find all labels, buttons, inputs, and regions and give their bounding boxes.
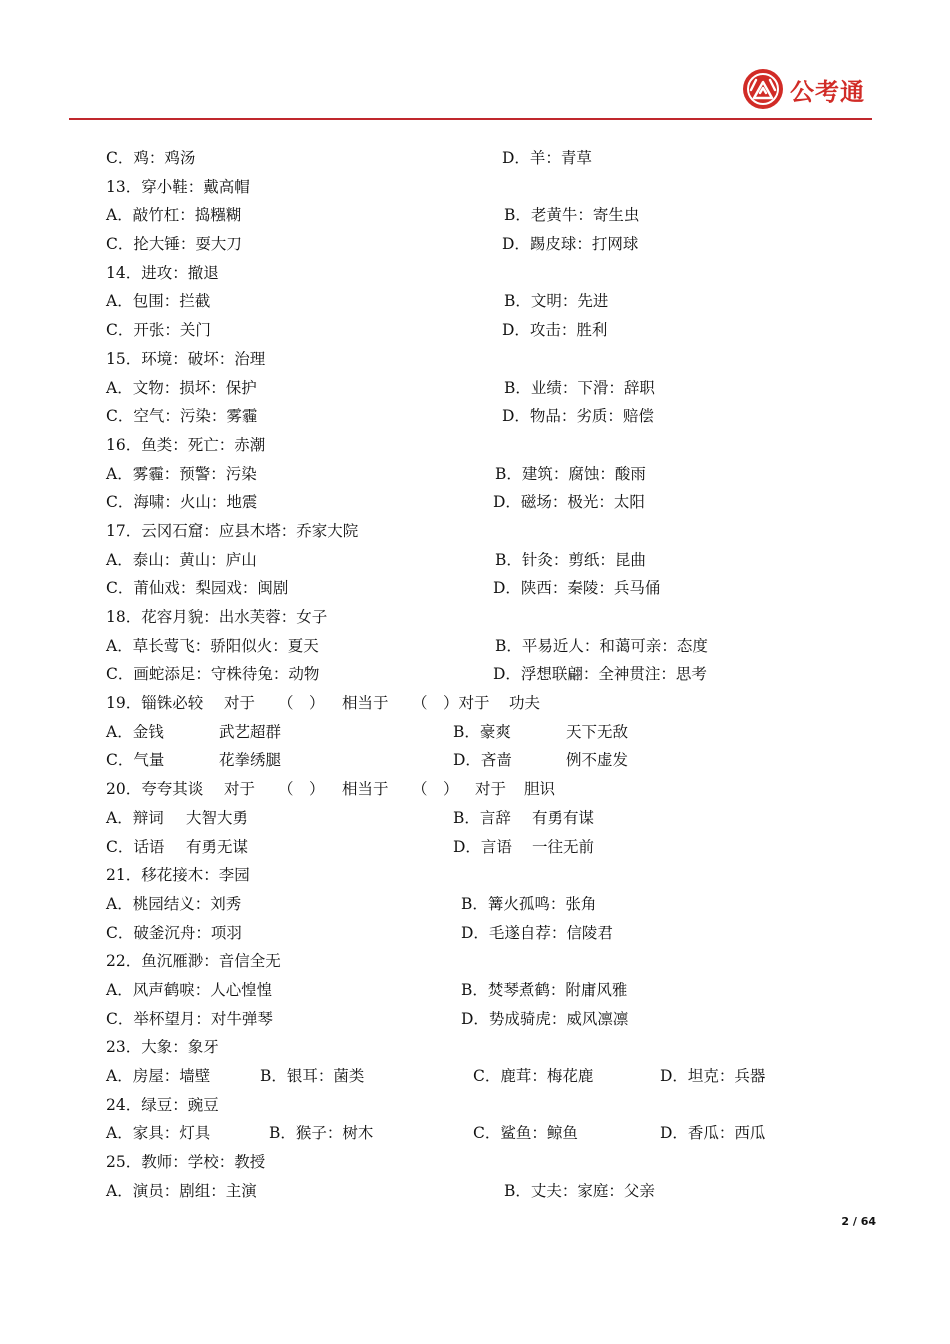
brand-logo [742,66,865,112]
option-row-25-ab [106,1177,826,1206]
question-24 [106,1091,826,1120]
question-22 [106,947,826,976]
question-25 [106,1148,826,1177]
option-row-21-ab-text-1: B．篝火孤鸣：张角 [461,894,597,913]
option-row-18-ab-text-1: B．平易近人：和蔼可亲：态度 [495,636,708,655]
option-row-15-cd-text-0: C．空气：污染：雾霾 [106,407,258,426]
page-number: 2 / 64 [841,1215,876,1228]
option-row-19-ab [106,718,826,747]
question-13-text-0: 13．穿小鞋：戴高帽 [106,177,250,196]
option-row-14-ab [106,287,826,316]
option-row-23-text-3: D．坦克：兵器 [660,1067,766,1085]
question-16-text-0: 16．鱼类：死亡：赤潮 [106,435,266,454]
option-row-20-ab-text-0: A．辩词 [106,808,164,827]
option-row-16-ab-text-0: A．雾霾：预警：污染 [106,464,257,483]
question-21-text-0: 21．移花接木：李园 [106,866,250,885]
question-20-text-1: 对于 [224,780,256,799]
option-row-12-cd [106,144,826,173]
question-list [106,144,826,1205]
option-row-24-text-3: D．香瓜：西瓜 [660,1124,766,1143]
question-13 [106,173,826,202]
option-row-13-cd-text-0: C．抡大锤：耍大刀 [106,235,242,254]
question-22-text-0: 22．鱼沉雁渺：音信全无 [106,952,281,971]
question-14 [106,259,826,288]
question-20-text-0: 20．夸夸其谈 [106,780,204,799]
option-row-21-ab [106,890,826,919]
question-23 [106,1033,826,1062]
question-17-text-0: 17．云冈石窟：应县木塔：乔家大院 [106,521,359,540]
option-row-21-cd [106,919,826,948]
option-row-24-text-1: B．猴子：树木 [269,1124,374,1143]
option-row-19-cd-text-3: 例不虚发 [566,751,629,770]
question-25-text-0: 25．教师：学校：教授 [106,1153,266,1172]
question-17 [106,517,826,546]
option-row-15-ab-text-0: A．文物：损坏：保护 [106,378,257,397]
question-15-text-0: 15．环境：破坏：治理 [106,349,266,368]
option-row-16-cd-text-0: C．海啸：火山：地震 [106,493,258,512]
option-row-19-cd-text-2: D．吝啬 [453,751,512,770]
option-row-20-cd-text-2: D．言语 [453,837,512,856]
option-row-24-text-0: A．家具：灯具 [106,1124,211,1143]
option-row-23-text-0: A．房屋：墙壁 [106,1067,211,1085]
option-row-17-cd-text-0: C．莆仙戏：梨园戏：闽剧 [106,579,289,598]
option-row-16-cd [106,488,826,517]
option-row-25-ab-text-0: A．演员：剧组：主演 [106,1181,257,1200]
question-19-text-2: （ ） [278,694,325,713]
option-row-14-cd [106,316,826,345]
option-row-16-ab-text-1: B．建筑：腐蚀：酸雨 [495,464,646,483]
option-row-21-cd-text-0: C．破釜沉舟：项羽 [106,923,242,942]
option-row-19-cd-text-1: 花拳绣腿 [219,751,282,770]
option-row-23-text-2: C．鹿茸：梅花鹿 [473,1067,594,1085]
option-row-16-cd-text-1: D．磁场：极光：太阳 [493,493,645,512]
option-row-21-ab-text-0: A．桃园结义：刘秀 [106,894,242,913]
option-row-20-cd-text-1: 有勇无谋 [186,837,249,856]
option-row-16-ab [106,460,826,489]
question-23-text-0: 23．大象：象牙 [106,1038,219,1057]
option-row-18-ab-text-0: A．草长莺飞：骄阳似火：夏天 [106,636,319,655]
option-row-22-ab-text-1: B．焚琴煮鹤：附庸风雅 [461,980,628,999]
option-row-20-ab-text-2: B．言辞 [453,808,511,827]
question-19-text-3: 相当于 [342,694,389,713]
question-24-text-0: 24．绿豆：豌豆 [106,1095,219,1114]
question-18 [106,603,826,632]
option-row-25-ab-text-1: B．丈夫：家庭：父亲 [504,1181,655,1200]
option-row-15-cd-text-1: D．物品：劣质：赔偿 [502,407,654,426]
question-19-text-0: 19．锱铢必较 [106,694,204,713]
option-row-14-ab-text-1: B．文明：先进 [504,292,609,311]
header-divider [69,118,872,120]
option-row-20-ab-text-1: 大智大勇 [186,808,249,827]
option-row-20-cd [106,833,826,862]
option-row-18-cd-text-1: D．浮想联翩：全神贯注：思考 [493,665,707,684]
option-row-19-cd-text-0: C．气量 [106,751,165,770]
option-row-20-cd-text-3: 一往无前 [532,837,595,856]
question-20-text-6: 胆识 [524,780,556,799]
option-row-22-cd-text-0: C．举杯望月：对牛弹琴 [106,1009,273,1028]
option-row-15-ab-text-1: B．业绩：下滑：辞职 [504,378,655,397]
option-row-22-cd-text-1: D．势成骑虎：威风凛凛 [461,1009,629,1028]
question-16 [106,431,826,460]
question-20-text-2: （ ） [278,780,325,799]
option-row-20-ab-text-3: 有勇有谋 [532,808,595,827]
question-19-text-1: 对于 [224,694,256,713]
option-row-17-ab-text-1: B．针灸：剪纸：昆曲 [495,550,646,569]
option-row-14-cd-text-1: D．攻击：胜利 [502,321,608,340]
option-row-12-cd-text-0: C．鸡：鸡汤 [106,149,196,167]
option-row-19-ab-text-0: A．金钱 [106,722,164,741]
option-row-22-ab-text-0: A．风声鹤唳：人心惶惶 [106,980,273,999]
question-20-text-4: （ ） [412,780,459,799]
question-14-text-0: 14．进攻：撤退 [106,263,219,282]
option-row-13-ab [106,201,826,230]
option-row-19-ab-text-3: 天下无敌 [566,722,629,741]
option-row-12-cd-text-1: D．羊：青草 [502,149,592,167]
option-row-18-cd [106,660,826,689]
option-row-13-cd [106,230,826,259]
option-row-19-ab-text-1: 武艺超群 [219,722,282,741]
option-row-13-cd-text-1: D．踢皮球：打网球 [502,235,639,254]
option-row-20-cd-text-0: C．话语 [106,837,165,856]
question-19-text-4: （ ）对于 [412,694,490,713]
question-19-text-5: 功夫 [509,694,541,713]
question-20-text-3: 相当于 [342,780,389,799]
question-20 [106,775,826,804]
brand-name: 公考通 [790,77,865,106]
option-row-20-ab [106,804,826,833]
option-row-18-cd-text-0: C．画蛇添足：守株待兔：动物 [106,665,320,684]
option-row-23 [106,1062,826,1091]
option-row-17-ab-text-0: A．泰山：黄山：庐山 [106,550,257,569]
question-18-text-0: 18．花容月貌：出水芙蓉：女子 [106,608,328,626]
question-15 [106,345,826,374]
option-row-17-cd [106,574,826,603]
option-row-18-ab [106,632,826,661]
option-row-15-ab [106,374,826,403]
option-row-24-text-2: C．鲨鱼：鲸鱼 [473,1124,578,1143]
option-row-19-cd [106,746,826,775]
option-row-24 [106,1119,826,1148]
question-19 [106,689,826,718]
option-row-22-ab [106,976,826,1005]
option-row-21-cd-text-1: D．毛遂自荐：信陵君 [461,923,613,942]
option-row-23-text-1: B．银耳：菌类 [260,1067,365,1085]
gongkaotong-logo-icon [742,68,784,110]
question-20-text-5: 对于 [475,780,507,799]
option-row-14-ab-text-0: A．包围：拦截 [106,292,211,311]
option-row-15-cd [106,402,826,431]
option-row-17-cd-text-1: D．陕西：秦陵：兵马俑 [493,579,661,598]
option-row-19-ab-text-2: B．豪爽 [453,722,511,741]
option-row-17-ab [106,546,826,575]
option-row-22-cd [106,1005,826,1034]
option-row-14-cd-text-0: C．开张：关门 [106,321,211,340]
option-row-13-ab-text-0: A．敲竹杠：捣糨糊 [106,206,242,225]
question-21 [106,861,826,890]
option-row-13-ab-text-1: B．老黄牛：寄生虫 [504,206,640,225]
